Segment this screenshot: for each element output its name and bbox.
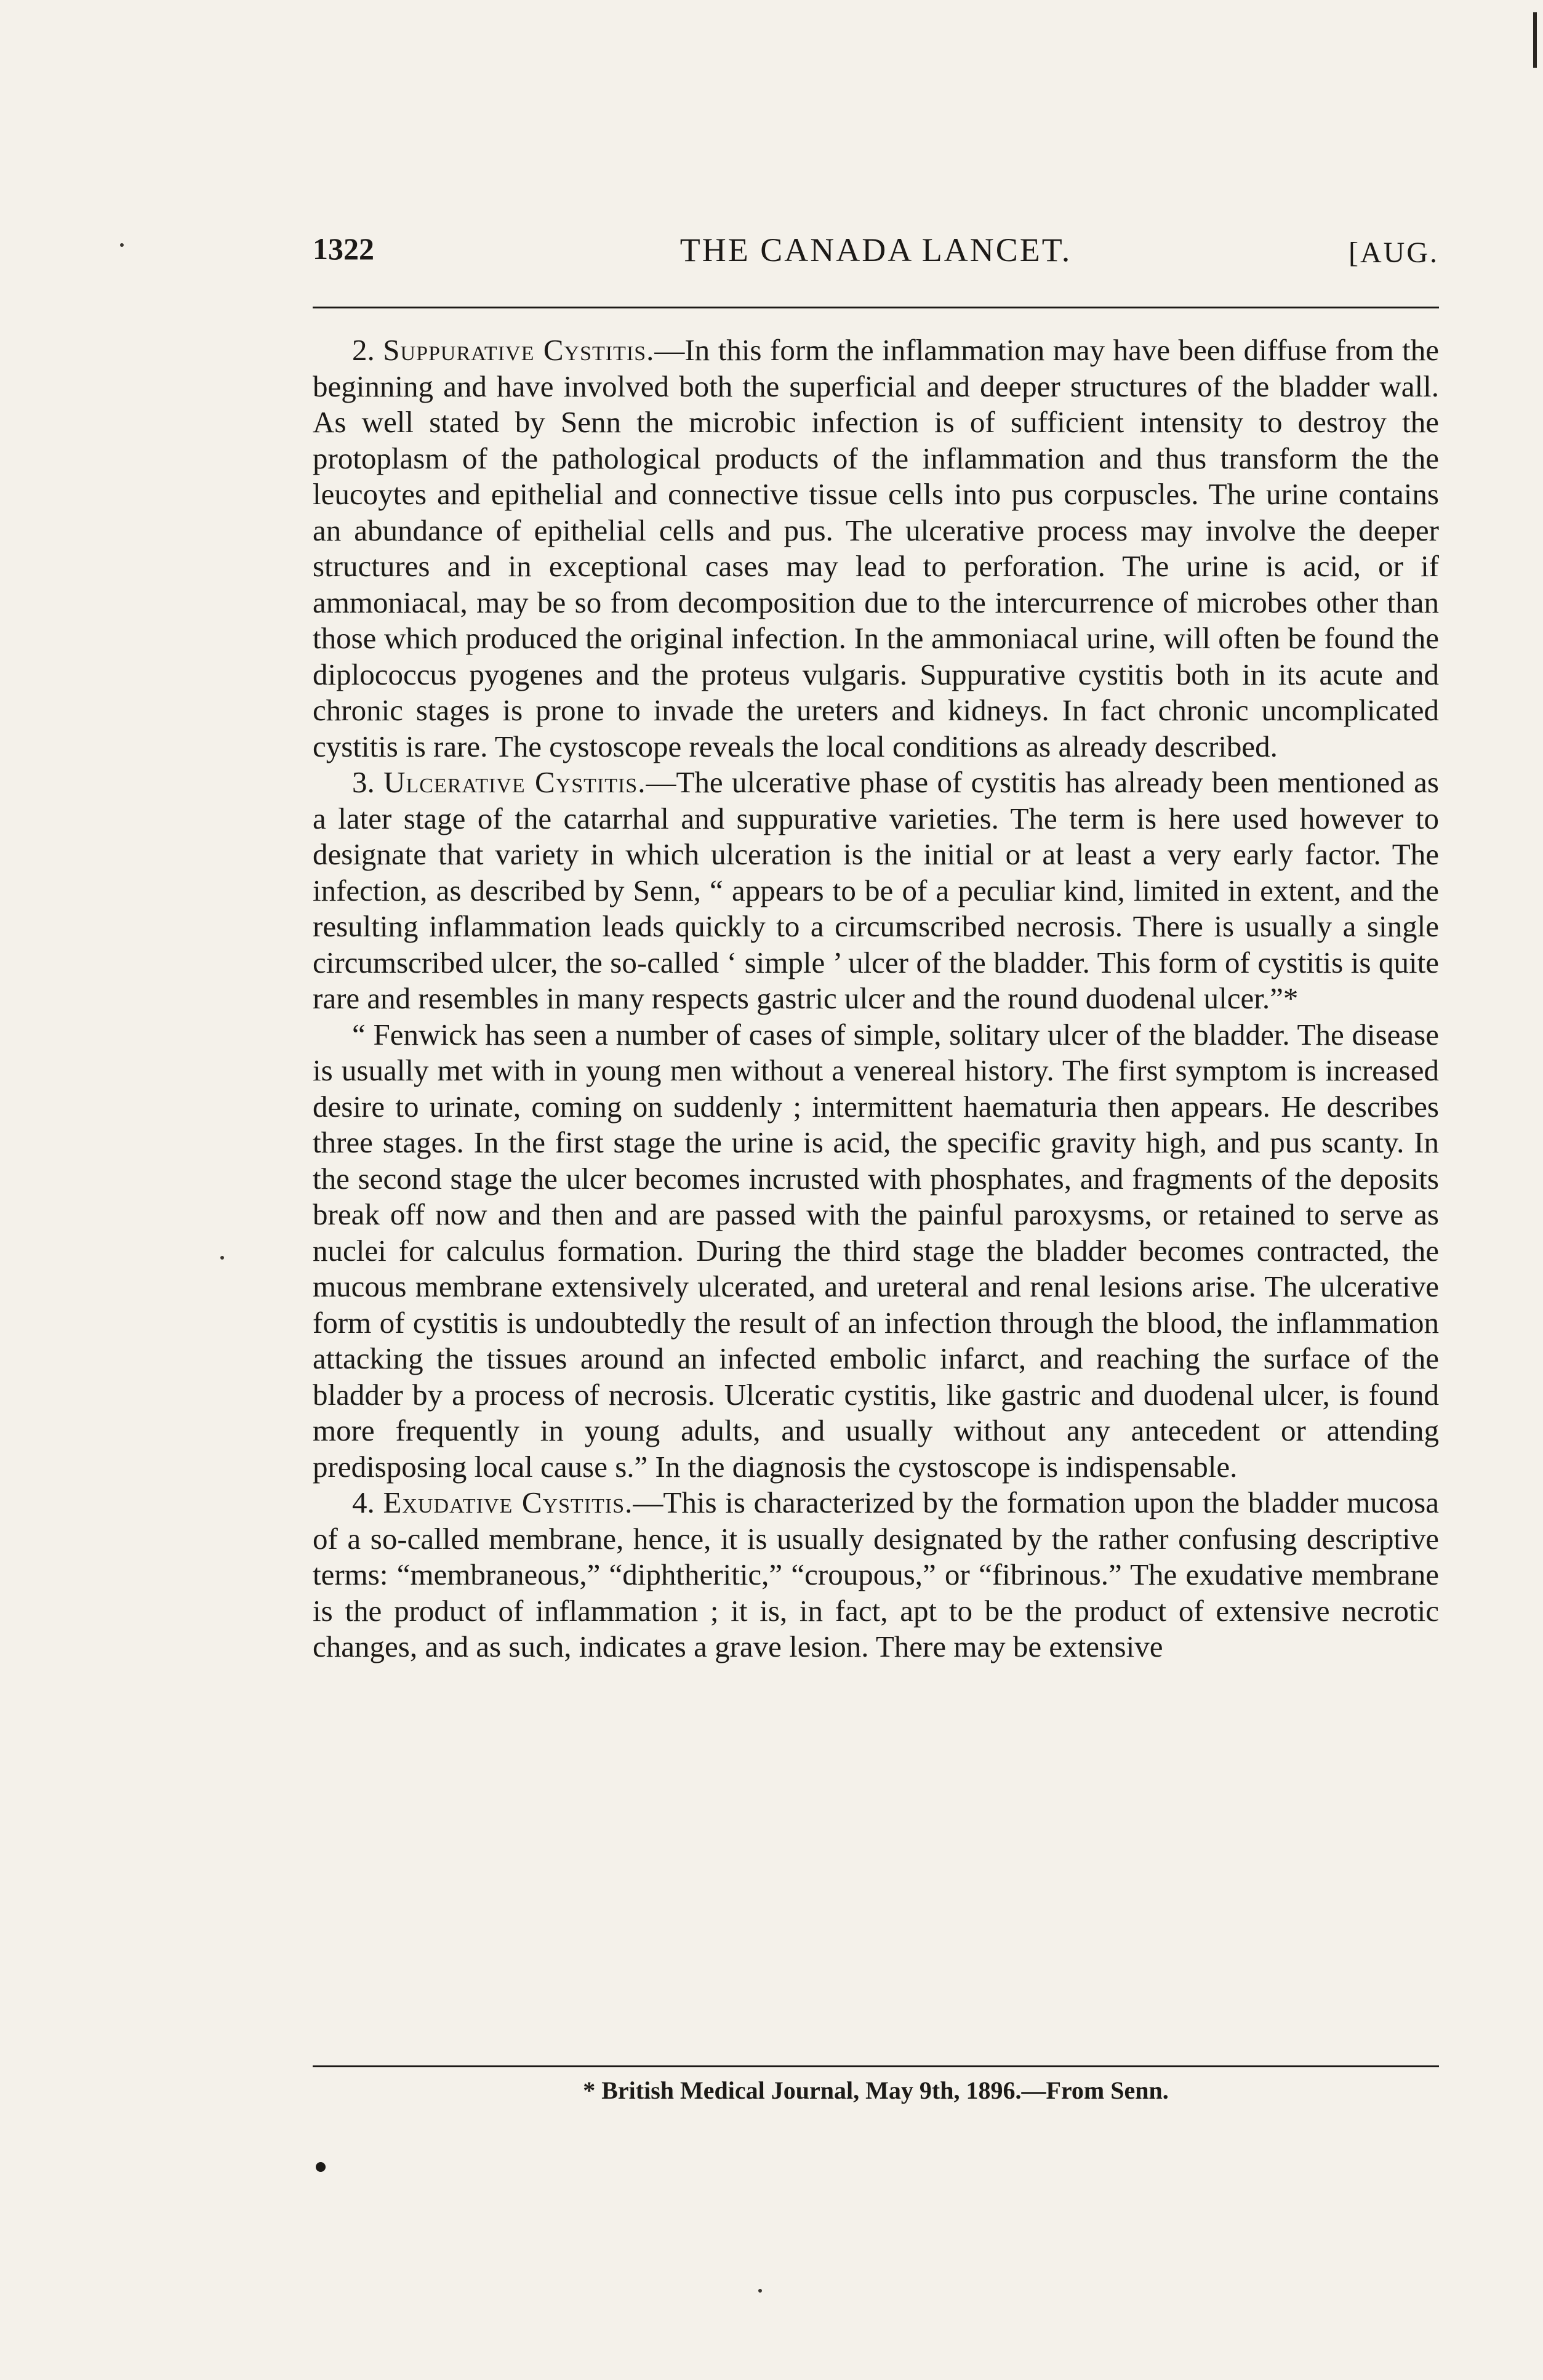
section-heading: Ulcerative Cystitis.: [383, 765, 646, 799]
section-number: 2.: [352, 333, 375, 367]
section-heading: Exudative Cystitis.: [383, 1485, 633, 1519]
paragraph-fenwick-quote: [313, 1017, 1439, 1485]
page-number: 1322: [313, 231, 374, 266]
paragraph-exudative-cystitis: [313, 1485, 1439, 1665]
paragraph-text: —This is characterized by the formation upon the bladder mucosa of a so-called membrane, hence, it is usually designated by the rather confusing descriptive terms: “membraneous,” “diphtheritic,” “croupous,” or “fibrinous.” The exudative membrane is the product of inflammation ; it is, in fact, apt to be the product of extensive necrotic changes, and as such, indicates a grave lesion. There may be extensive: [313, 1485, 1439, 1663]
section-number: 4.: [352, 1485, 375, 1519]
footnote-rule: [313, 2065, 1439, 2067]
paper-speck: [120, 243, 124, 247]
paragraph-text: —The ulcerative phase of cystitis has already been mentioned as a later stage of the catarrhal and suppurative varieties. The term is here used however to designate that variety in which ulceration is the initial or at least a very early factor. The infection, as described by Senn, “ appears to be of a peculiar kind, limited in extent, and the resulting inflammation leads quickly to a circumscribed necrosis. There is usually a single circumscribed ulcer, the so-called ‘ simple ’ ulcer of the bladder. This form of cystitis is quite rare and resembles in many respects gastric ulcer and the round duodenal ulcer.”*: [313, 765, 1439, 1015]
header-rule: [313, 307, 1439, 308]
paragraph-text: “ Fenwick has seen a number of cases of simple, solitary ulcer of the bladder. The disease is usually met with in young men without a venereal history. The first symptom is increased desire to urinate, coming on suddenly ; intermittent haematuria then appears. He describes three stages. In the first stage the urine is acid, the specific gravity high, and pus scanty. In the second stage the ulcer becomes incrusted with phosphates, and fragments of the deposits break off now and then and are passed with the painful paroxysms, or retained to serve as nuclei for calculus formation. During the third stage the bladder becomes contracted, the mucous membrane extensively ulcerated, and ureteral and renal lesions arise. The ulcerative form of cystitis is undoubtedly the result of an infection through the blood, the inflammation attacking the tissues around an infected embolic infarct, and reaching the surface of the bladder by a process of necrosis. Ulceratic cystitis, like gastric and duodenal ulcer, is found more frequently in young adults, and usually without any antecedent or attending predisposing local cause s.” In the diagnosis the cystoscope is indispensable.: [313, 1017, 1439, 1484]
section-heading: Suppurative Cystitis.: [383, 333, 655, 367]
paper-speck: [220, 1256, 224, 1260]
paper-speck: [758, 2289, 762, 2293]
paragraph-ulcerative-cystitis: [313, 765, 1439, 1017]
footnote: * British Medical Journal, May 9th, 1896.—From Senn.: [583, 2076, 1169, 2104]
section-number: 3.: [352, 765, 375, 799]
running-header: [313, 231, 1439, 280]
scan-edge-mark: [1533, 12, 1537, 68]
ink-blot: [316, 2162, 326, 2172]
article-body: [313, 332, 1439, 1665]
paragraph-text: —In this form the inflammation may have been diffuse from the beginning and have involved both the superficial and deeper structures of the bladder wall. As well stated by Senn the microbic infection is of sufficient intensity to destroy the protoplasm of the pathological products of the inflammation and thus transform the the leucoytes and epithelial and connective tissue cells into pus corpuscles. The urine contains an abundance of epithelial cells and pus. The ulcerative process may involve the deeper structures and in exceptional cases may lead to perforation. The urine is acid, or if ammoniacal, may be so from decomposition due to the intercurrence of microbes other than those which produced the original infection. In the ammoniacal urine, will often be found the diplococcus pyogenes and the proteus vulgaris. Suppurative cystitis both in its acute and chronic stages is prone to invade the ureters and kidneys. In fact chronic uncomplicated cystitis is rare. The cystoscope reveals the local conditions as already described.: [313, 333, 1440, 763]
journal-title: THE CANADA LANCET.: [679, 231, 1072, 268]
paragraph-suppurative-cystitis: [313, 332, 1439, 765]
header-month: [AUG.: [1349, 236, 1439, 269]
